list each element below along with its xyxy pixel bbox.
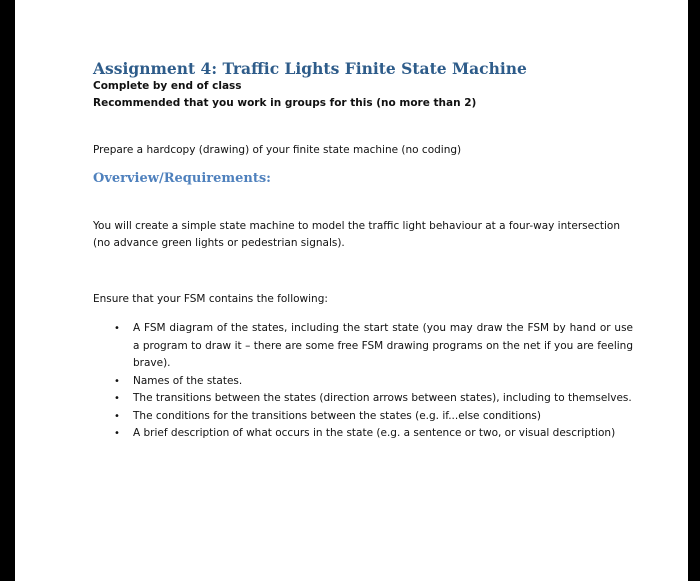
- group-note: Recommended that you work in groups for this (no more than 2): [93, 97, 477, 109]
- bullet-icon: •: [114, 323, 120, 334]
- bullet-icon: •: [114, 410, 120, 422]
- document-title: Assignment 4: Traffic Lights Finite State Machine: [93, 59, 527, 78]
- list-item: [93, 425, 633, 443]
- left-black-edge: [0, 0, 15, 581]
- ensure-paragraph: Ensure that your FSM contains the following:: [93, 293, 328, 305]
- list-item: [93, 320, 633, 373]
- right-black-edge: [688, 0, 700, 581]
- requirement-text: The conditions for the transitions between the states (e.g. if...else conditions): [133, 409, 541, 422]
- list-item: [93, 390, 633, 408]
- requirement-text: Names of the states.: [133, 374, 243, 387]
- bullet-icon: •: [114, 428, 120, 439]
- intro-paragraph: You will create a simple state machine to model the traffic light behaviour at a four-way intersection (no advance green lights or pedestrian signals).: [93, 220, 620, 249]
- hardcopy-instruction: Prepare a hardcopy (drawing) of your finite state machine (no coding): [93, 144, 462, 156]
- requirement-text: A brief description of what occurs in the state (e.g. a sentence or two, or visual description): [133, 427, 616, 439]
- requirements-list: [93, 320, 633, 443]
- list-item: [93, 408, 633, 426]
- document-page: [15, 0, 688, 581]
- deadline-note: Complete by end of class: [93, 80, 242, 92]
- list-item: [93, 373, 633, 391]
- bullet-icon: •: [114, 393, 120, 404]
- requirement-text: The transitions between the states (direction arrows between states), including to themselves.: [133, 392, 632, 404]
- requirement-text: A FSM diagram of the states, including the start state (you may draw the FSM by hand or use a program to draw it – there are some free FSM drawing programs on the net if you are feeling brave).: [133, 322, 633, 369]
- section-heading: Overview/Requirements:: [93, 171, 271, 186]
- bullet-icon: •: [114, 375, 120, 387]
